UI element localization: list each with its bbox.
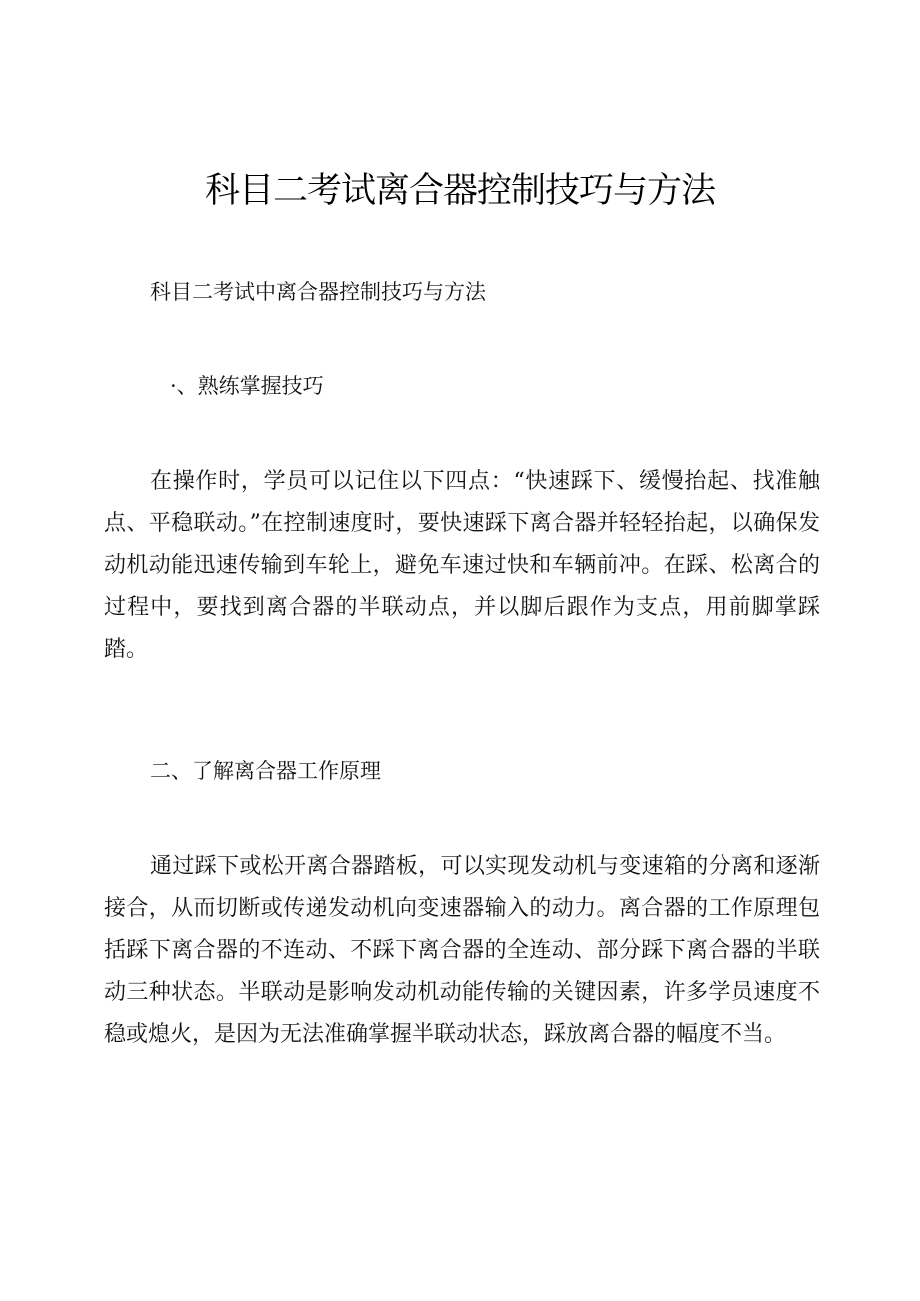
page-title: 科目二考试离合器控制技巧与方法 <box>204 171 715 211</box>
document-subtitle: 科目二考试中离合器控制技巧与方法 <box>150 280 486 304</box>
section-heading-1: ·、熟练掌握技巧 <box>170 374 324 398</box>
section-paragraph-2: 通过踩下或松开离合器踏板，可以实现发动机与变速箱的分离和逐渐接合，从而切断或传递发动机向变速器输入的动力。离合器的工作原理包括踩下离合器的不连动、不踩下离合器的全连动、部分踩下离合器的半联动三种状态。半联动是影响发动机动能传输的关键因素，许多学员速度不稳或熄火，是因为无法准确掌握半联动状态，踩放离合器的幅度不当。 <box>104 854 820 1047</box>
section-heading-2: 二、了解离合器工作原理 <box>150 759 381 783</box>
section-paragraph-1: 在操作时，学员可以记住以下四点：“快速踩下、缓慢抬起、找准触点、平稳联动。”在控制速度时，要快速踩下离合器并轻轻抬起，以确保发动机动能迅速传输到车轮上，避免车速过快和车辆前冲。在踩、松离合的过程中，要找到离合器的半联动点，并以脚后跟作为支点，用前脚掌踩踏。 <box>104 469 820 662</box>
